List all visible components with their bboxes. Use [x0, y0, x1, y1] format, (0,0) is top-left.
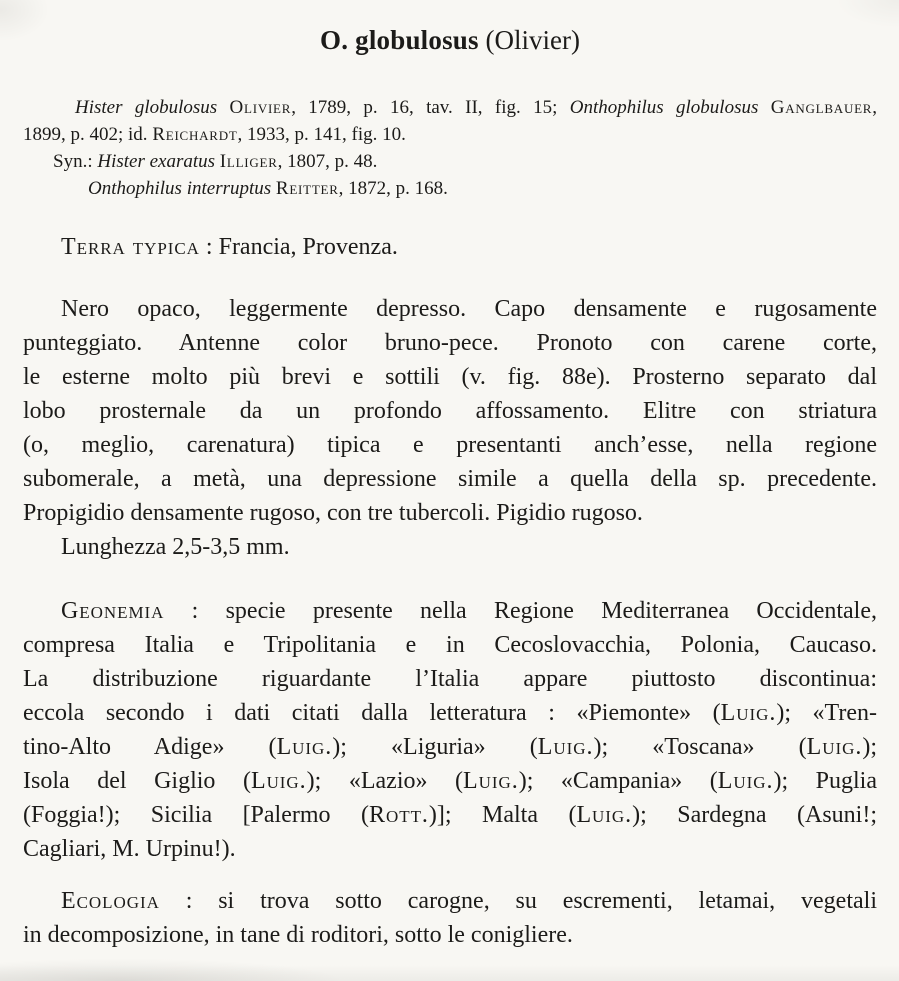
text-run: Reitter [275, 178, 339, 199]
text-run: Isola del Giglio ( [23, 768, 251, 794]
text-run: Onthophilus interruptus [88, 178, 276, 199]
text-line [23, 832, 877, 866]
text-line [23, 292, 877, 326]
text-run: Luig. [806, 734, 863, 760]
text-run: le esterne molto più brevi e sottili (v. fig. 88e). Prosterno separato dal [23, 364, 877, 390]
text-run: 1899, p. 402; id. [23, 124, 153, 145]
ecologia-paragraph [23, 884, 877, 952]
text-run: ); Puglia [773, 768, 877, 794]
text-run: Lunghezza 2,5-3,5 mm. [61, 534, 290, 560]
text-run: compresa Italia e Tripolitania e in Cecoslovacchia, Polonia, Caucaso. [23, 632, 877, 658]
text-run: punteggiato. Antenne color bruno-pece. Pronoto con carene corte, [23, 330, 877, 356]
text-line [23, 94, 877, 121]
text-line [23, 326, 877, 360]
text-line [23, 175, 877, 202]
description-paragraph [23, 292, 877, 564]
text-line [23, 230, 877, 264]
text-run: ); Sardegna (Asuni!; [632, 802, 877, 828]
text-line [23, 884, 877, 918]
text-line [23, 764, 877, 798]
text-run: , 1789, p. 16, tav. II, fig. 15; [291, 97, 570, 118]
text-run: lobo prosternale da un profondo affossamento. Elitre con striatura [23, 398, 877, 424]
text-run: Hister globulosus [75, 97, 230, 118]
text-run: : si trova sotto carogne, su escrementi, letamai, vegetali [159, 888, 877, 914]
text-line [23, 496, 877, 530]
text-line [23, 730, 877, 764]
text-line [23, 530, 877, 564]
text-run: , 1872, p. 168. [338, 178, 448, 199]
text-line [23, 628, 877, 662]
text-run: : specie presente nella Regione Mediterranea Occidentale, [164, 598, 877, 624]
text-line [23, 428, 877, 462]
text-run: tino-Alto Adige» ( [23, 734, 277, 760]
text-run: Luig. [717, 768, 774, 794]
text-run: Luig. [720, 700, 777, 726]
text-run: Luig. [250, 768, 307, 794]
text-line [23, 662, 877, 696]
text-run: , 1807, p. 48. [277, 151, 378, 172]
text-run: Hister exaratus [97, 151, 220, 172]
text-run: , [872, 97, 877, 118]
text-run: Rott. [369, 802, 429, 828]
text-run: , 1933, p. 141, fig. 10. [237, 124, 406, 145]
text-run: eccola secondo i dati citati dalla letteratura : «Piemonte» ( [23, 700, 721, 726]
text-run: ); «Campania» ( [518, 768, 718, 794]
text-run: Terra typica [61, 234, 200, 260]
text-line [23, 121, 877, 148]
text-run: (Foggia!); Sicilia [Palermo ( [23, 802, 370, 828]
text-run: Syn.: [53, 151, 98, 172]
text-line [23, 462, 877, 496]
text-run: in decomposizione, in tane di roditori, sotto le conigliere. [23, 922, 573, 948]
text-run: Luig. [576, 802, 633, 828]
text-run: : Francia, Provenza. [199, 234, 398, 260]
text-run: )]; Malta ( [428, 802, 577, 828]
text-run: Olivier [229, 97, 292, 118]
geonemia-paragraph [23, 594, 877, 866]
text-run: Geonemia [61, 598, 165, 624]
text-run: (Olivier) [478, 25, 580, 55]
text-run: subomerale, a metà, una depressione simile a quella della sp. precedente. [23, 466, 877, 492]
text-run: ); «Lazio» ( [306, 768, 464, 794]
text-run: Reichardt [152, 124, 238, 145]
text-run: ); «Tren- [776, 700, 877, 726]
text-line [23, 594, 877, 628]
text-run: Ecologia [61, 888, 160, 914]
text-run: Propigidio densamente rugoso, con tre tubercoli. Pigidio rugoso. [23, 500, 643, 526]
species-heading [23, 24, 877, 56]
text-run: La distribuzione riguardante l’Italia appare piuttosto discontinua: [23, 666, 877, 692]
text-run: ); «Liguria» ( [332, 734, 538, 760]
text-run: Nero opaco, leggermente depresso. Capo densamente e rugosamente [61, 296, 877, 322]
text-line [23, 148, 877, 175]
text-run: Luig. [537, 734, 594, 760]
text-line [23, 360, 877, 394]
text-line [23, 918, 877, 952]
text-line [23, 696, 877, 730]
text-run: O. globulosus [320, 25, 479, 55]
terra-typica-paragraph [23, 230, 877, 264]
text-run: Luig. [276, 734, 333, 760]
heading-line [23, 24, 877, 56]
text-run: Ganglbauer [770, 97, 873, 118]
text-run: Cagliari, M. Urpinu!). [23, 836, 236, 862]
text-run: (o, meglio, carenatura) tipica e presentanti anch’esse, nella regione [23, 432, 877, 458]
synonymy-block [23, 94, 877, 202]
text-run: ); [862, 734, 877, 760]
text-run: Luig. [463, 768, 519, 794]
text-run: ); «Toscana» ( [593, 734, 807, 760]
text-run: Illiger [219, 151, 278, 172]
text-line [23, 394, 877, 428]
text-run: Onthophilus globulosus [569, 97, 771, 118]
text-line [23, 798, 877, 832]
